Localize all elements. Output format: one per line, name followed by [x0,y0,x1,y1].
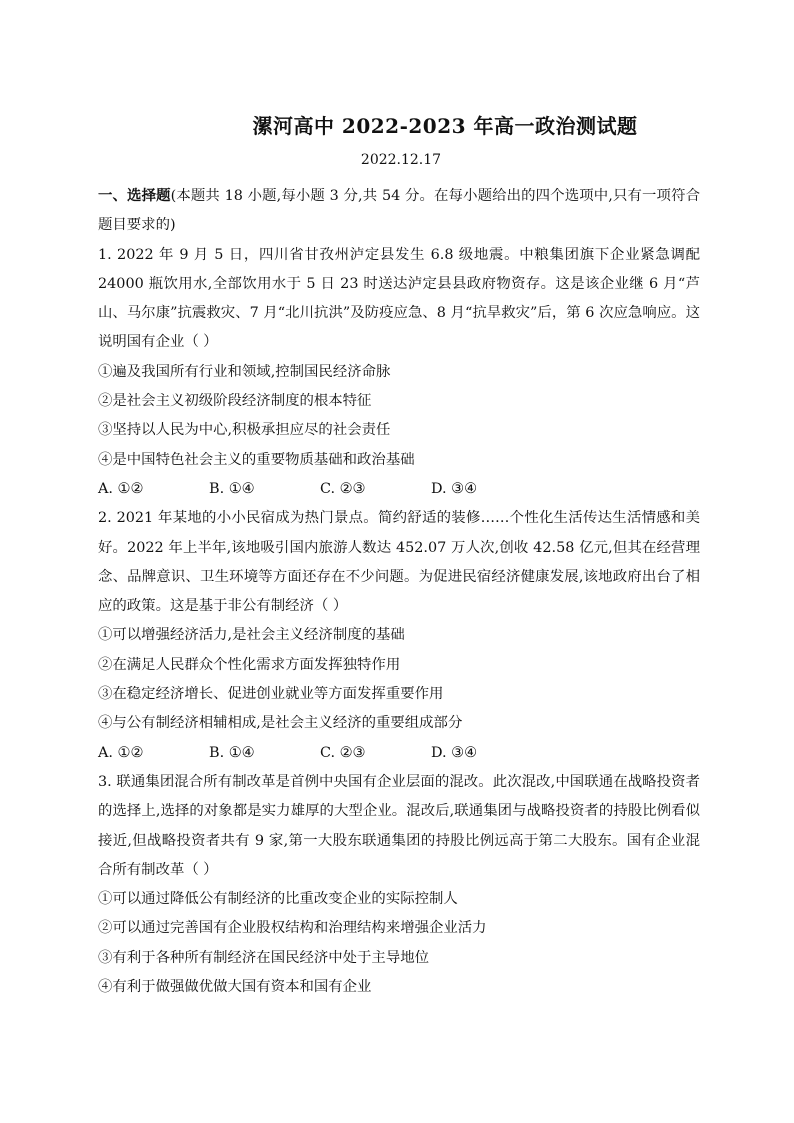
question-stem: 3. 联通集团混合所有制改革是首例中央国有企业层面的混改。此次混改,中国联通在战略投资者的选择上,选择的对象都是实力雄厚的大型企业。混改后,联通集团与战略投资者的持股比例看似接近,但战略投资者共有 9 家,第一大股东联通集团的持股比例远高于第二大股东。国有企业混合所有制改革（ ） [98,773,700,878]
question-stem: 2. 2021 年某地的小小民宿成为热门景点。简约舒适的装修……个性化生活传达生活情感和美好。2022 年上半年,该地吸引国内旅游人数达 452.07 万人次,创收 42.58 亿元,但其在经营理念、品牌意识、卫生环境等方面还存在不少问题。为促进民宿经济健康发展,该地政府出台了相应的政策。这是基于非公有制经济（ ） [98,510,700,615]
statement-option: ④与公有制经济相辅相成,是社会主义经济的重要组成部分 [98,715,463,732]
statement-option: ③在稳定经济增长、促进创业就业等方面发挥重要作用 [98,686,444,703]
statement-option: ②可以通过完善国有企业股权结构和治理结构来增强企业活力 [98,920,487,937]
statement-option: ③坚持以人民为中心,积极承担应尽的社会责任 [98,422,391,439]
statement-option: ③有利于各种所有制经济在国民经济中处于主导地位 [98,949,429,966]
page-title: 漯河高中 2022-2023 年高一政治测试题 [252,114,638,138]
question-2 [98,504,700,768]
choice-d: D. ③④ [431,480,477,497]
question-stem: 1. 2022 年 9 月 5 日，四川省甘孜州泸定县发生 6.8 级地震。中粮集团旗下企业紧急调配 24000 瓶饮用水,全部饮用水于 5 日 23 时送达泸定县县政府物资存。这是该企业继 6 月“芦山、马尔康”抗震救灾、7 月“北川抗洪”及防疫应急、8 月“抗旱救灾”后，第 6 次应急响应。这说明国有企业（ ） [98,246,700,351]
choice-c: C. ②③ [320,744,366,761]
choice-c: C. ②③ [320,480,366,497]
choice-a: A. ①② [98,480,144,497]
statement-option: ④是中国特色社会主义的重要物质基础和政治基础 [98,451,415,468]
section-header [98,181,700,241]
statement-option: ①可以增强经济活力,是社会主义经济制度的基础 [98,627,405,644]
choice-d: D. ③④ [431,744,477,761]
statement-option: ②是社会主义初级阶段经济制度的根本特征 [98,393,372,410]
choice-b: B. ①④ [209,480,255,497]
section-instruction: (本题共 18 小题,每小题 3 分,共 54 分。在每小题给出的四个选项中,只有一项符合题目要求的) [98,188,700,234]
section-heading: 一、选择题 [98,187,171,204]
statement-option: ④有利于做强做优做大国有资本和国有企业 [98,979,372,996]
statement-option: ①可以通过降低公有制经济的比重改变企业的实际控制人 [98,891,458,908]
choice-b: B. ①④ [209,744,255,761]
statement-option: ①遍及我国所有行业和领域,控制国民经济命脉 [98,363,391,380]
question-1 [98,241,700,505]
answer-choices [98,739,700,768]
question-3 [98,768,700,1002]
exam-content [98,181,700,1002]
choice-a: A. ①② [98,744,144,761]
statement-option: ②在满足人民群众个性化需求方面发挥独特作用 [98,656,401,673]
exam-date: 2022.12.17 [360,152,442,168]
answer-choices [98,475,700,504]
